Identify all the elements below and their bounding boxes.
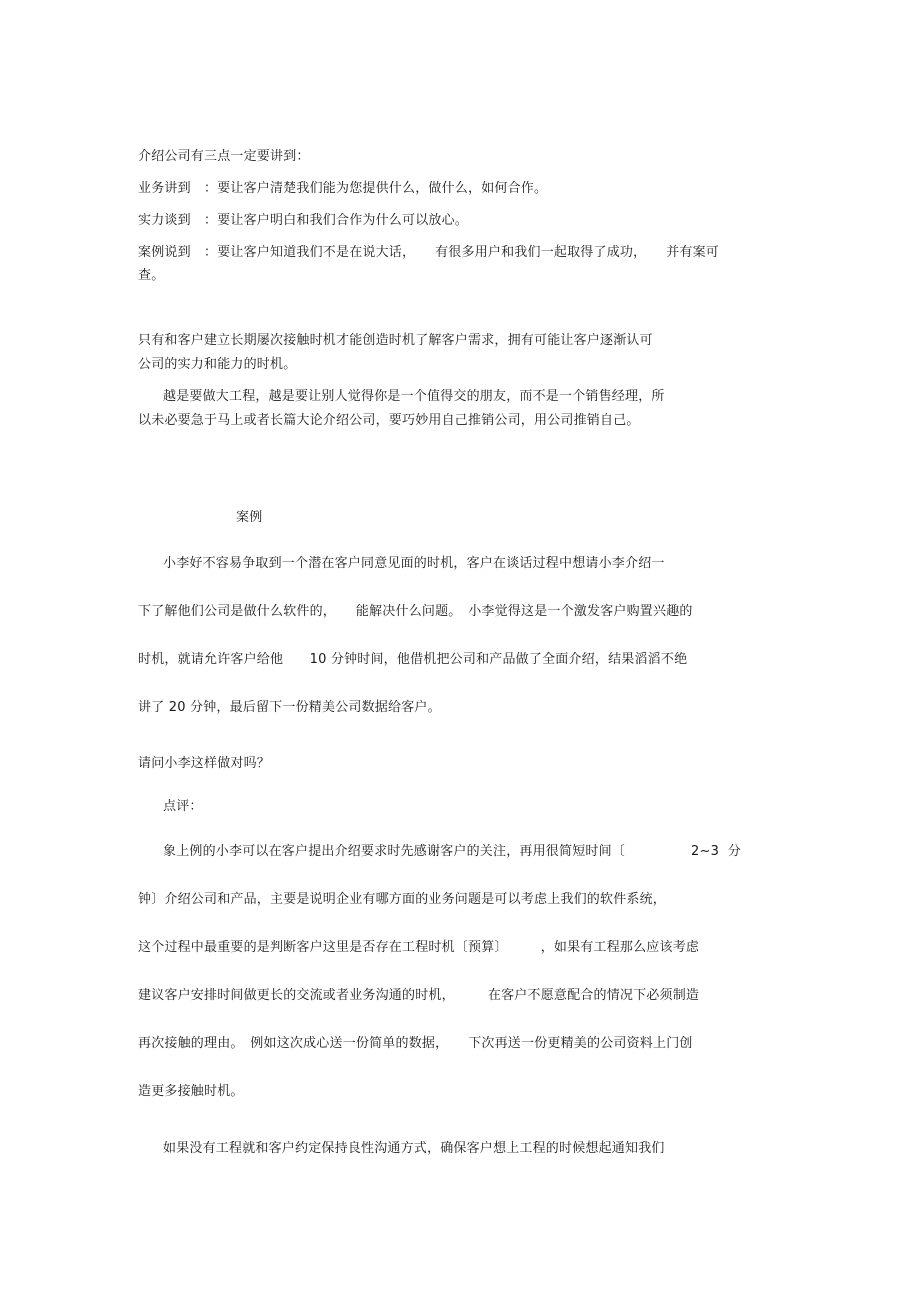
comment-line-5: 再次接触的理由。 例如这次成心送一份简单的数据， 下次再送一份更精美的公司资料上门创 [138, 1036, 693, 1051]
question: 请问小李这样做对吗？ [138, 756, 271, 771]
strength-point: 实力谈到 ：要让客户明白和我们合作为什么可以放心。 [138, 213, 469, 228]
business-point: 业务讲到 ：要让客户清楚我们能为您提供什么，做什么，如何合作。 [138, 181, 548, 196]
story-line-2: 下了解他们公司是做什么软件的， 能解决什么问题。 小李觉得这是一个激发客户购置兴趣的 [138, 604, 693, 619]
comment-line-4: 建议客户安排时间做更长的交流或者业务沟通的时机， 在客户不愿意配合的情况下必须制造 [138, 988, 700, 1003]
paragraph-1-line-1: 只有和客户建立长期屡次接触时机才能创造时机了解客户需求，拥有可能让客户逐渐认可 [138, 333, 653, 348]
comment-label: 点评： [163, 799, 203, 814]
paragraph-1-line-2: 公司的实力和能力的时机。 [138, 357, 297, 372]
story-line-4: 讲了 20 分钟，最后留下一份精美公司数据给客户。 [138, 700, 441, 715]
intro-heading: 介绍公司有三点一定要讲到： [138, 149, 310, 164]
comment-line-3: 这个过程中最重要的是判断客户这里是否存在工程时机〔预算〕 ，如果有工程那么应该考虑 [138, 940, 700, 955]
paragraph-2-line-1: 越是要做大工程，越是要让别人觉得你是一个值得交的朋友，而不是一个销售经理，所 [163, 389, 665, 404]
story-line-1: 小李好不容易争取到一个潜在客户同意见面的时机，客户在谈话过程中想请小李介绍一 [163, 556, 665, 571]
comment-line-2: 钟〕介绍公司和产品，主要是说明企业有哪方面的业务问题是可以考虑上我们的软件系统， [138, 892, 667, 907]
case-title: 案例 [236, 510, 263, 525]
case-point-line-1: 案例说到 ：要让客户知道我们不是在说大话， 有很多用户和我们一起取得了成功， 并有案可 [138, 245, 720, 260]
comment-line-6: 造更多接触时机。 [138, 1084, 244, 1099]
case-point-line-2: 查。 [138, 268, 165, 283]
story-line-3: 时机，就请允许客户给他 10 分钟时间，他借机把公司和产品做了全面介绍，结果滔滔不绝 [138, 652, 688, 667]
comment-line-1: 象上例的小李可以在客户提出介绍要求时先感谢客户的关注，再用很简短时间〔 2~3 分 [163, 844, 741, 859]
final-line-1: 如果没有工程就和客户约定保持良性沟通方式，确保客户想上工程的时候想起通知我们 [163, 1141, 665, 1156]
paragraph-2-line-2: 以未必要急于马上或者长篇大论介绍公司，要巧妙用自己推销公司，用公司推销自己。 [138, 413, 640, 428]
